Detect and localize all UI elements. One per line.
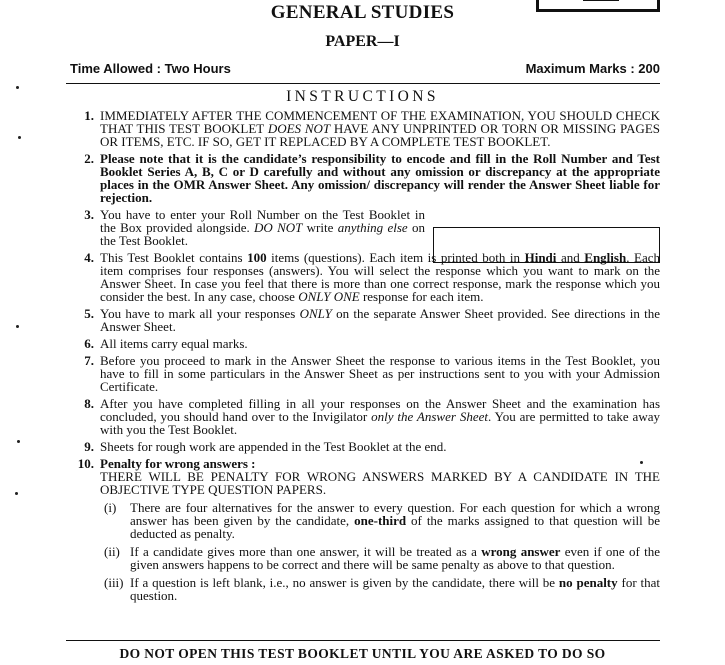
instruction-emphasis: only the Answer Sheet: [371, 409, 488, 424]
instruction-text: Before you proceed to mark in the Answer Sheet the response to various items in the Test Booklet, you have to fill in some particulars in the Answer Sheet as per instructions sent to you with your Admission Certificate.: [100, 353, 660, 394]
page-title: GENERAL STUDIES: [270, 2, 455, 23]
instruction-number: 8.: [84, 396, 94, 411]
instruction-text: IMMEDIATELY AFTER THE COMMENCEMENT OF THE EXAMINATION, YOU SHOULD CHECK THAT THIS TEST BOOKLET: [100, 108, 660, 136]
margin-speck: [15, 492, 18, 495]
instruction-number: 5.: [84, 306, 94, 321]
paper-label: PAPER—I: [325, 33, 400, 50]
instruction-number: 3.: [84, 207, 94, 222]
instruction-1: [70, 109, 660, 148]
maximum-marks: Maximum Marks : 200: [525, 61, 660, 76]
margin-speck: [16, 86, 19, 89]
sub-text: If a candidate gives more than one answer, it will be treated as a: [130, 544, 482, 559]
instruction-9: [70, 440, 660, 453]
instruction-text: on the separate Answer Sheet provided. See directions in the Answer Sheet.: [100, 306, 660, 334]
sub-text: of the marks assigned to that question will be deducted as penalty.: [130, 513, 660, 541]
instruction-text: items (questions). Each item is printed both in: [266, 250, 525, 265]
instructions-list: [70, 109, 660, 606]
instruction-emphasis: ONLY ONE: [298, 289, 360, 304]
instruction-emphasis: DOES NOT: [267, 121, 331, 136]
instruction-number: 10.: [77, 456, 94, 471]
sub-emphasis: one-third: [354, 513, 407, 528]
footer-warning: DO NOT OPEN THIS TEST BOOKLET UNTIL YOU ARE ASKED TO DO SO: [119, 646, 606, 661]
sub-number: (ii): [104, 544, 120, 559]
instruction-text: write: [302, 220, 338, 235]
instruction-text: response for each item.: [359, 289, 484, 304]
instruction-emphasis: Hindi: [524, 250, 557, 265]
instruction-emphasis: English: [584, 250, 627, 265]
instruction-10: [70, 457, 660, 602]
penalty-rule-2: [104, 545, 660, 571]
instruction-text: Sheets for rough work are appended in the Test Booklet at the end.: [100, 439, 447, 454]
instruction-text: After you have completed filling in all your responses on the Answer Sheet and the examination has concluded, you should hand over to the Invigilator: [100, 396, 660, 424]
instruction-number: 2.: [84, 151, 94, 166]
instruction-number: 1.: [84, 108, 94, 123]
instruction-7: [70, 354, 660, 393]
instruction-number: 6.: [84, 336, 94, 351]
instruction-emphasis: ONLY: [299, 306, 332, 321]
sub-emphasis: wrong answer: [481, 544, 561, 559]
roll-number-box[interactable]: [433, 227, 660, 263]
instruction-2: [70, 152, 660, 204]
top-divider: [66, 83, 660, 84]
instruction-number: 4.: [84, 250, 94, 265]
instruction-number: 9.: [84, 439, 94, 454]
margin-speck: [640, 461, 643, 464]
sub-text: There are four alternatives for the answer to every question. For each question for which a wrong answer has been given by the candidate,: [130, 500, 660, 528]
time-allowed: Time Allowed : Two Hours: [70, 61, 231, 76]
sub-number: (iii): [104, 575, 124, 590]
sub-text: If a question is left blank, i.e., no answer is given by the candidate, there will be: [130, 575, 559, 590]
instruction-emphasis: anything else: [337, 220, 408, 235]
penalty-heading: Penalty for wrong answers :: [100, 456, 256, 471]
instruction-emphasis: DO NOT: [254, 220, 303, 235]
sub-number: (i): [104, 500, 117, 515]
instruction-text: Please note that it is the candidate’s responsibility to encode and fill in the Roll Number and Test Booklet Series A, B, C or D carefully and without any omission or discrepancy at the appropriate places in the OMR Answer Sheet. Any omission/ discrepancy will render the Answer Sheet liable for rejection.: [100, 151, 660, 205]
sub-emphasis: no penalty: [558, 575, 618, 590]
instruction-text: All items carry equal marks.: [100, 336, 248, 351]
instruction-8: [70, 397, 660, 436]
margin-speck: [16, 325, 19, 328]
margin-speck: [17, 440, 20, 443]
margin-speck: [18, 136, 21, 139]
penalty-rule-1: [104, 501, 660, 540]
instruction-text: . Each item comprises four responses (answers). You will select the response which you want to mark on the Answer Sheet. In case you feel that there is more than one correct response, mark the response which you consider the best. In any case, choose: [100, 250, 660, 304]
sub-text: for that question.: [130, 575, 660, 603]
instruction-text: and: [556, 250, 585, 265]
instruction-5: [70, 307, 660, 333]
instruction-6: [70, 337, 660, 350]
sub-text: even if one of the given answers happens to be correct and there will be same penalty as above to that question.: [130, 544, 660, 572]
instruction-number: 7.: [84, 353, 94, 368]
bottom-divider: [66, 640, 660, 641]
penalty-rule-3: [104, 576, 660, 602]
instruction-text: You have to enter your Roll Number on the Test Booklet in the Box provided alongside.: [100, 207, 425, 235]
instructions-heading: INSTRUCTIONS: [286, 88, 439, 105]
penalty-intro: THERE WILL BE PENALTY FOR WRONG ANSWERS MARKED BY A CANDIDATE IN THE OBJECTIVE TYPE QUESTION PAPERS.: [100, 469, 660, 497]
instruction-text: You have to mark all your responses: [100, 306, 300, 321]
instruction-text: This Test Booklet contains: [100, 250, 248, 265]
instruction-text: on the Test Booklet.: [100, 220, 425, 248]
instruction-text: . You are permitted to take away with you the Test Booklet.: [100, 409, 660, 437]
instruction-emphasis: 100: [247, 250, 267, 265]
instruction-text: HAVE ANY UNPRINTED OR TORN OR MISSING PAGES OR ITEMS, ETC. IF SO, GET IT REPLACED BY A COMPLETE TEST BOOKLET.: [100, 121, 660, 149]
